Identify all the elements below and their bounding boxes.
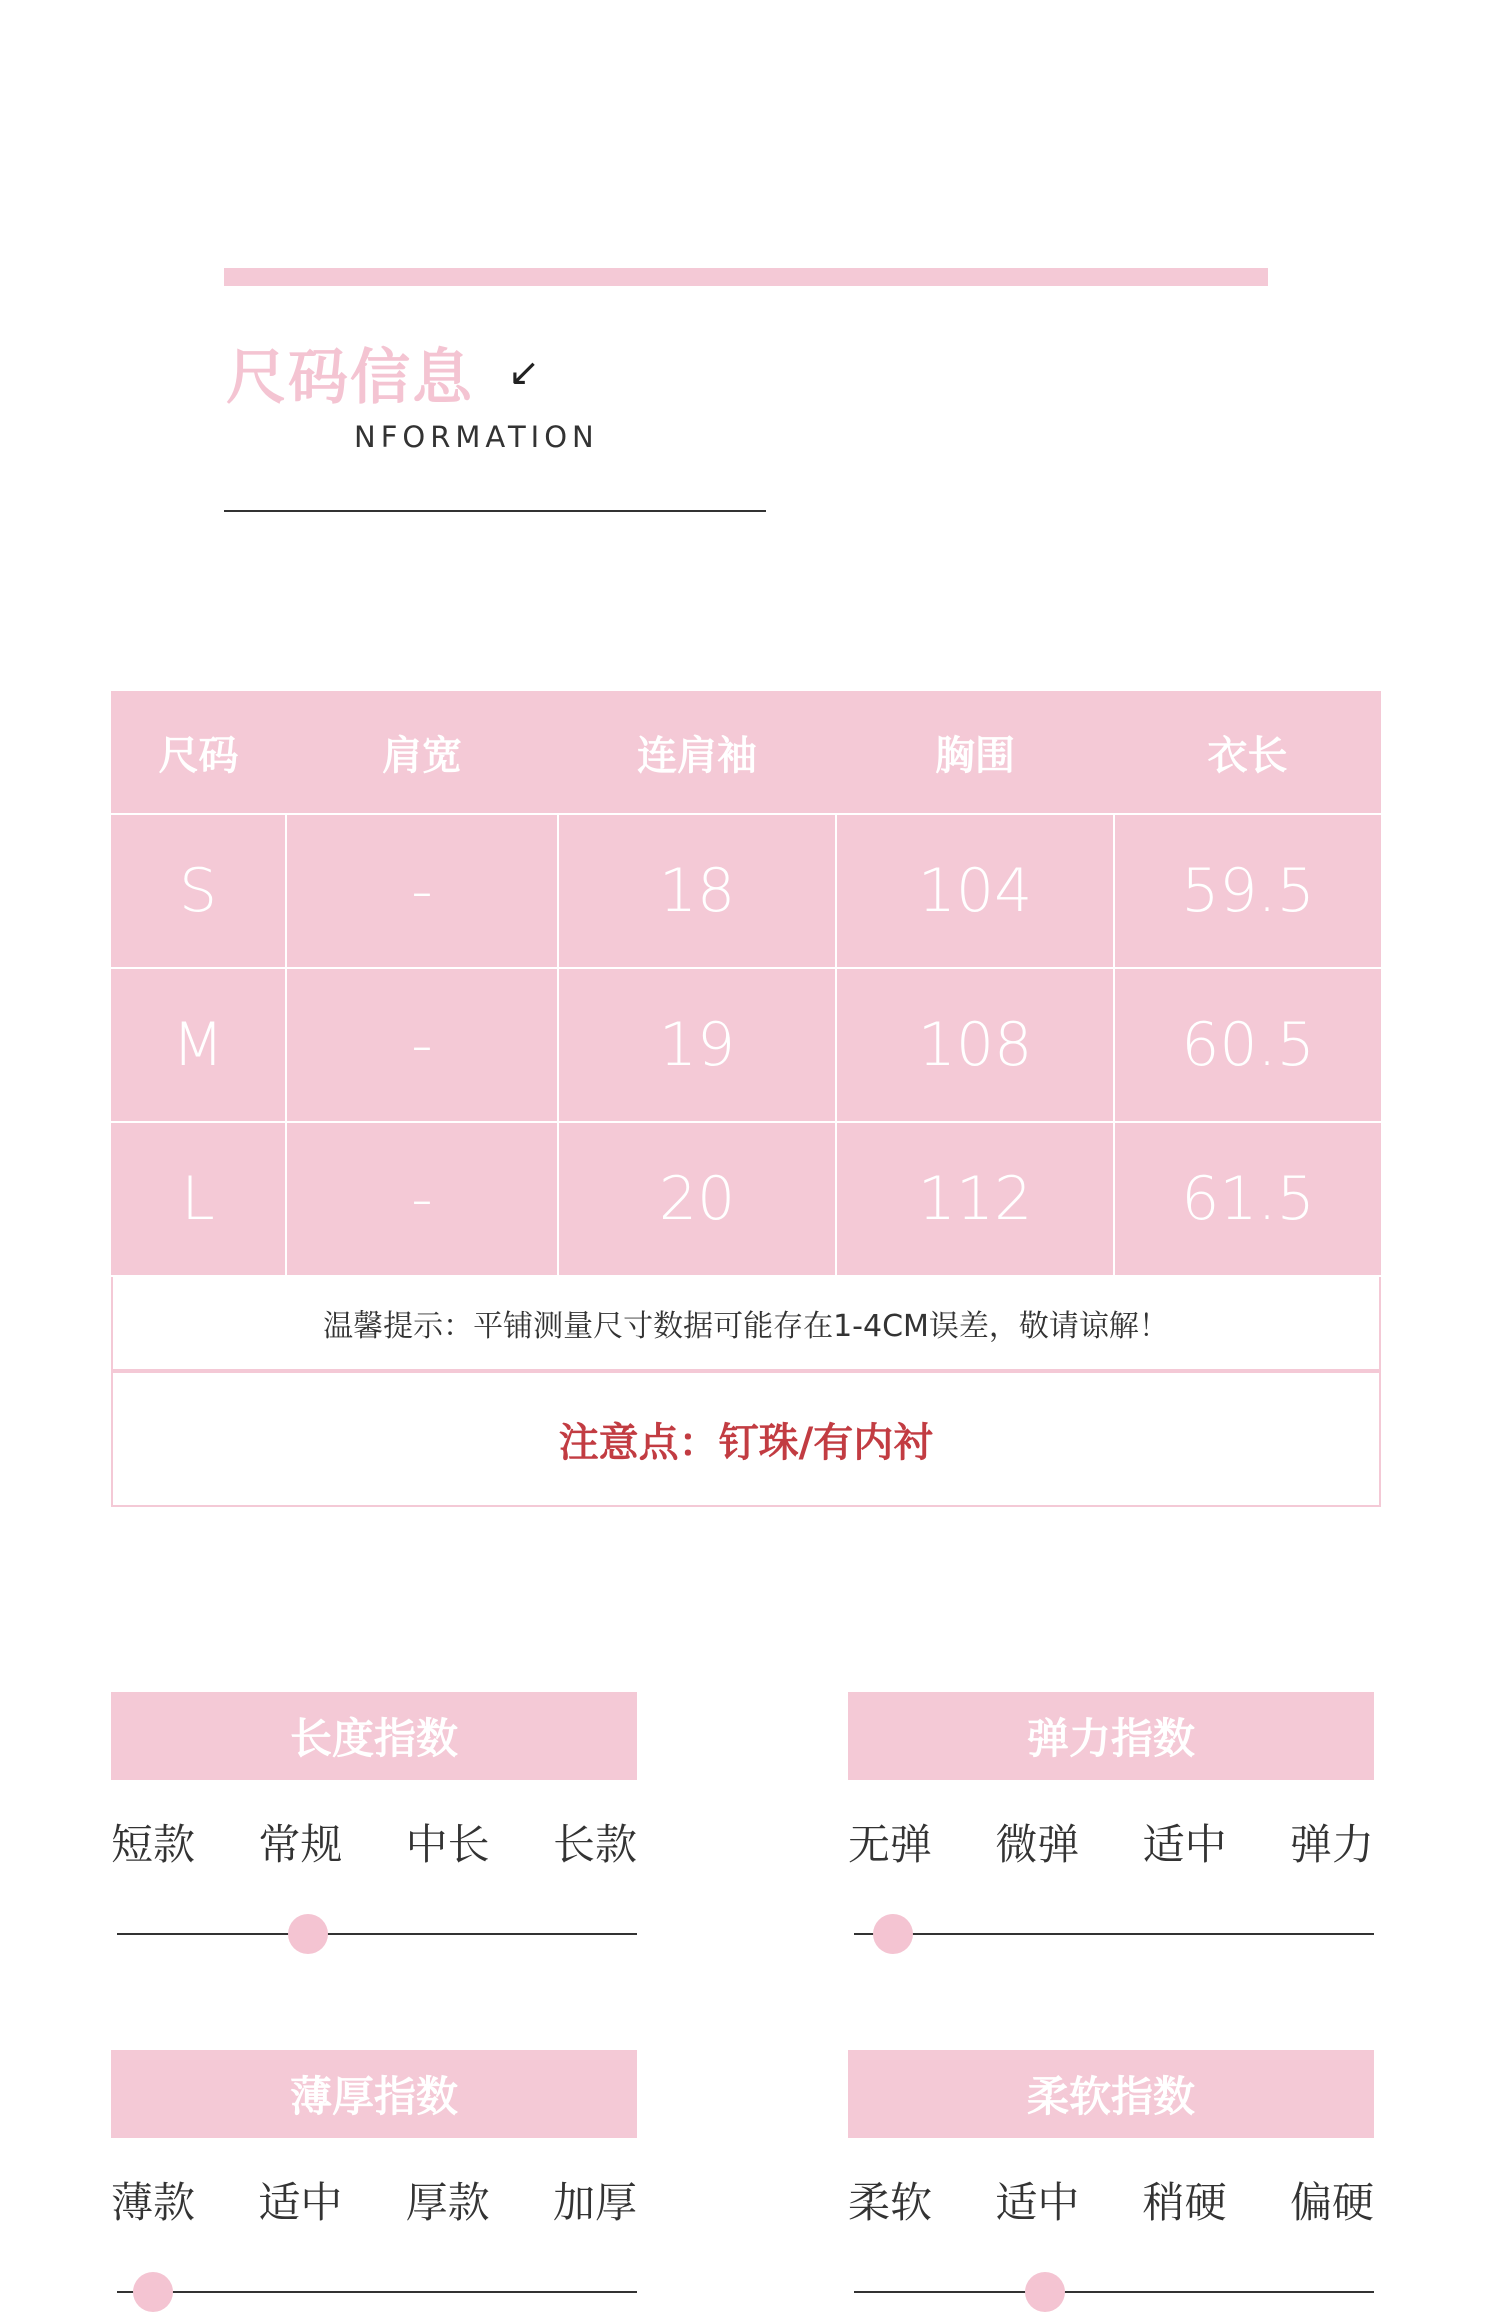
index-option: 厚款 — [405, 2178, 490, 2227]
scale-marker — [873, 1914, 913, 1954]
index-title: 薄厚指数 — [111, 2050, 637, 2138]
table-cell: 20 — [558, 1122, 836, 1276]
measurement-tip: 温馨提示：平铺测量尺寸数据可能存在1-4CM误差，敬请谅解！ — [111, 1277, 1381, 1371]
section-subtitle: NFORMATION — [354, 420, 599, 454]
length-index — [111, 1692, 637, 1954]
column-header-bust: 胸围 — [836, 691, 1114, 814]
size-table — [111, 691, 1381, 1277]
index-title: 长度指数 — [111, 1692, 637, 1780]
softness-index — [848, 2050, 1374, 2312]
index-option: 无弹 — [848, 1820, 933, 1869]
table-cell: L — [111, 1122, 286, 1276]
index-scale — [848, 1914, 1374, 1954]
column-header-shoulder: 肩宽 — [286, 691, 558, 814]
index-option: 稍硬 — [1142, 2178, 1227, 2227]
scale-line — [117, 2291, 637, 2293]
scale-marker — [133, 2272, 173, 2312]
table-cell: 60.5 — [1114, 968, 1381, 1122]
column-header-length: 衣长 — [1114, 691, 1381, 814]
scale-line — [854, 2291, 1374, 2293]
index-option: 中长 — [405, 1820, 490, 1869]
index-option: 长款 — [552, 1820, 637, 1869]
table-cell: 19 — [558, 968, 836, 1122]
thickness-index — [111, 2050, 637, 2312]
column-header-sleeve: 连肩袖 — [558, 691, 836, 814]
scale-line — [117, 1933, 637, 1935]
index-option: 短款 — [111, 1820, 196, 1869]
table-cell: - — [286, 814, 558, 968]
table-cell: S — [111, 814, 286, 968]
index-option: 加厚 — [552, 2178, 637, 2227]
index-title: 柔软指数 — [848, 2050, 1374, 2138]
index-title: 弹力指数 — [848, 1692, 1374, 1780]
index-scale — [111, 1914, 637, 1954]
scale-marker — [288, 1914, 328, 1954]
index-option: 柔软 — [848, 2178, 933, 2227]
index-option: 薄款 — [111, 2178, 196, 2227]
table-cell: 104 — [836, 814, 1114, 968]
index-option: 常规 — [258, 1820, 343, 1869]
table-row — [111, 814, 1381, 968]
index-option: 适中 — [258, 2178, 343, 2227]
table-row — [111, 968, 1381, 1122]
table-cell: 112 — [836, 1122, 1114, 1276]
section-title: 尺码信息 — [226, 343, 474, 413]
table-cell: 59.5 — [1114, 814, 1381, 968]
index-scale — [111, 2272, 637, 2312]
index-option: 适中 — [995, 2178, 1080, 2227]
index-option: 弹力 — [1289, 1820, 1374, 1869]
title-underline — [224, 510, 766, 512]
table-header-row — [111, 691, 1381, 814]
scale-marker — [1025, 2272, 1065, 2312]
attention-note: 注意点：钉珠/有内衬 — [111, 1371, 1381, 1507]
column-header-size: 尺码 — [111, 691, 286, 814]
index-scale — [848, 2272, 1374, 2312]
table-cell: - — [286, 1122, 558, 1276]
index-option: 微弹 — [995, 1820, 1080, 1869]
size-table-section — [111, 691, 1381, 1507]
index-option: 适中 — [1142, 1820, 1227, 1869]
table-cell: M — [111, 968, 286, 1122]
table-cell: 18 — [558, 814, 836, 968]
table-cell: 108 — [836, 968, 1114, 1122]
table-cell: 61.5 — [1114, 1122, 1381, 1276]
table-row — [111, 1122, 1381, 1276]
arrow-icon: ↙ — [508, 350, 540, 394]
elasticity-index — [848, 1692, 1374, 1954]
table-cell: - — [286, 968, 558, 1122]
scale-line — [854, 1933, 1374, 1935]
index-option: 偏硬 — [1289, 2178, 1374, 2227]
header-top-bar — [224, 268, 1268, 286]
